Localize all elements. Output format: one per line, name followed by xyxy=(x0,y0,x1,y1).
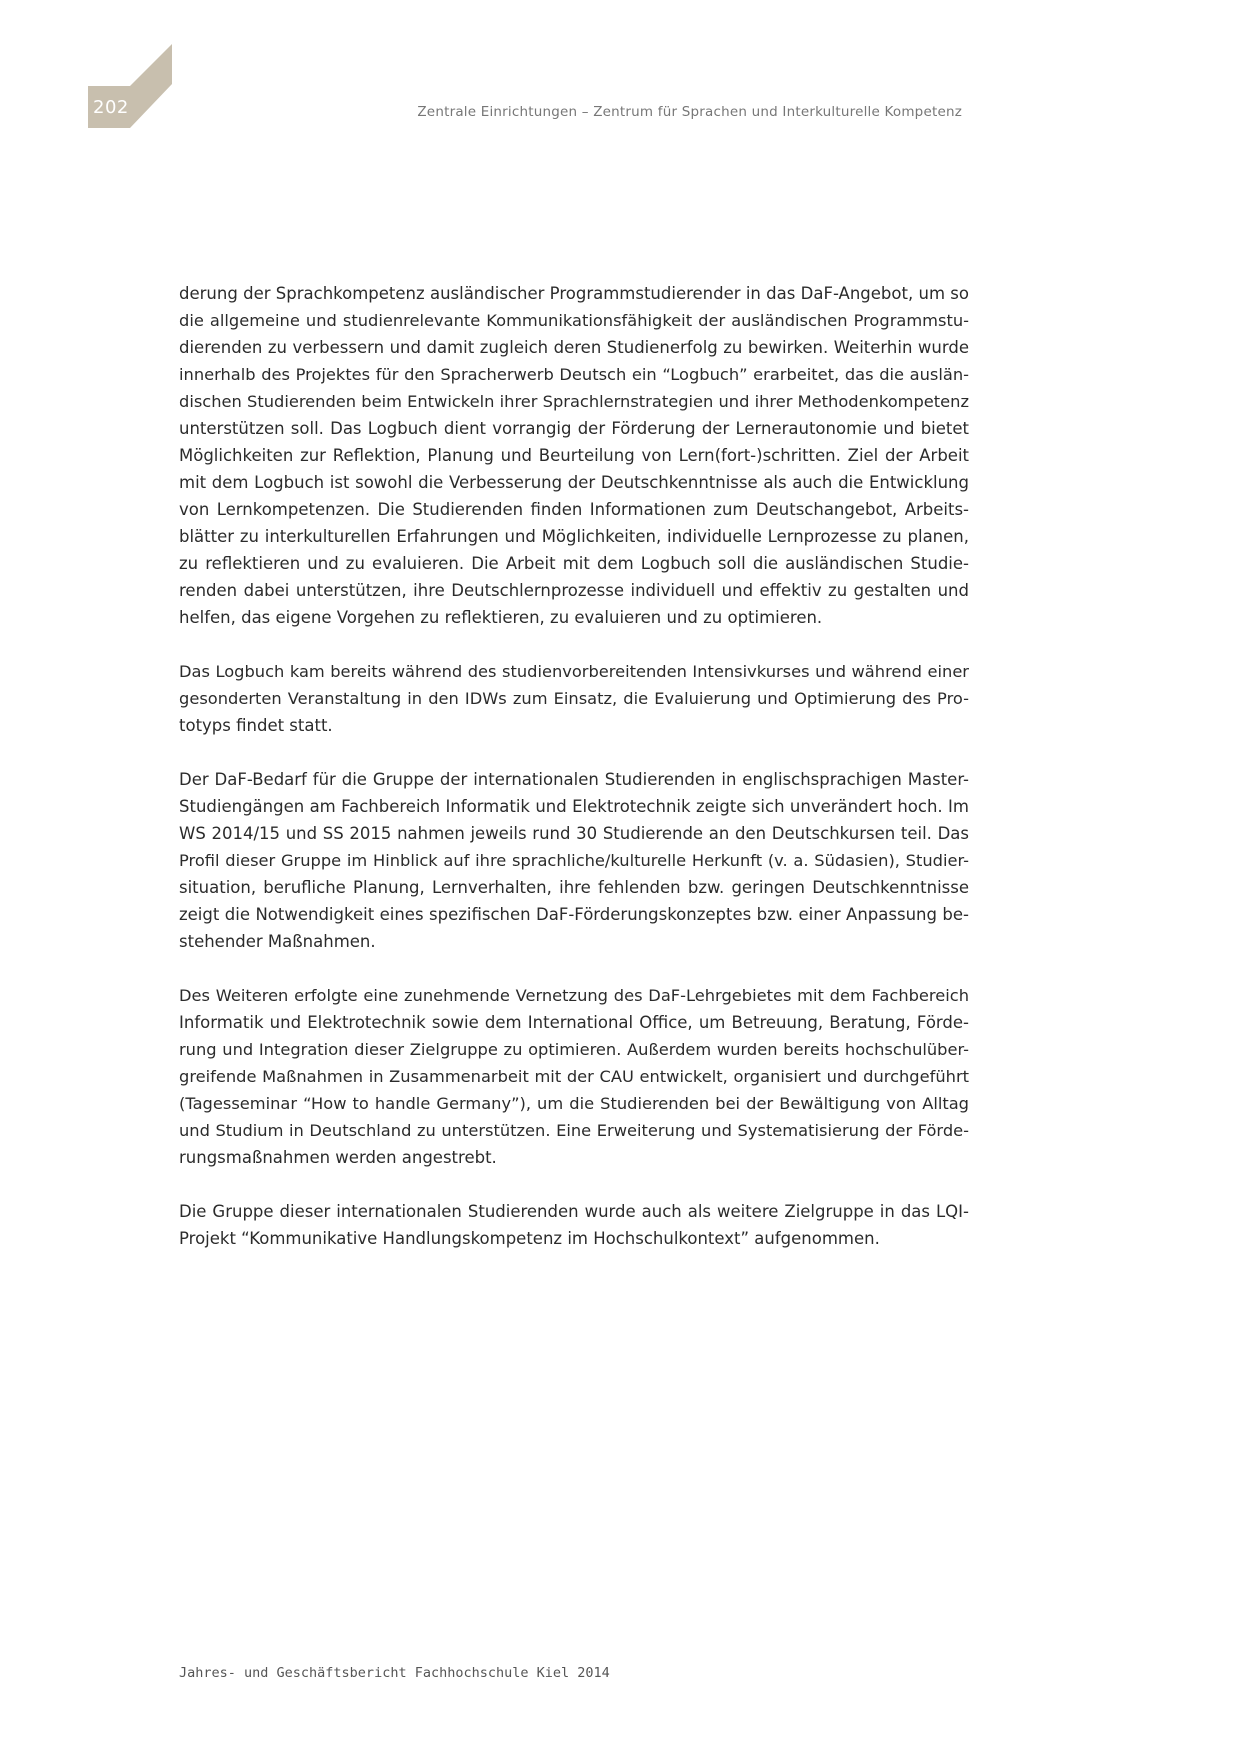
text-line: situation, berufliche Planung, Lernverhalten, ihre fehlenden bzw. geringen Deutschkenntnisse xyxy=(179,878,969,897)
text-line: die allgemeine und studienrelevante Kommunikationsfähigkeit der ausländischen Programmstu- xyxy=(179,311,969,330)
text-line: dischen Studierenden beim Entwickeln ihrer Sprachlernstrategien und ihrer Methodenkompetenz xyxy=(179,392,969,411)
text-line: WS 2014/15 und SS 2015 nahmen jeweils rund 30 Studierende an den Deutschkursen teil. Das xyxy=(179,824,969,843)
text-line: (Tagesseminar “How to handle Germany”), um die Studierenden bei der Bewältigung von Alltag xyxy=(179,1094,969,1113)
running-header-title: Zentrale Einrichtungen – Zentrum für Sprachen und Interkulturelle Kompetenz xyxy=(417,104,962,120)
text-line: rungsmaßnahmen werden angestrebt. xyxy=(179,1148,497,1167)
text-line: Des Weiteren erfolgte eine zunehmende Vernetzung des DaF-Lehrgebietes mit dem Fachbereich xyxy=(179,986,969,1005)
text-line: innerhalb des Projektes für den Spracherwerb Deutsch ein “Logbuch” erarbeitet, das die auslän- xyxy=(179,365,969,384)
page-number: 202 xyxy=(93,97,129,118)
footer-publication-title: Jahres- und Geschäftsbericht Fachhochschule Kiel 2014 xyxy=(179,1665,610,1681)
text-line: helfen, das eigene Vorgehen zu reflektieren, zu evaluieren und zu optimieren. xyxy=(179,608,823,627)
text-line: Die Gruppe dieser internationalen Studierenden wurde auch als weitere Zielgruppe in das LQI- xyxy=(179,1202,969,1221)
text-line: stehender Maßnahmen. xyxy=(179,932,376,951)
text-line: zu reflektieren und zu evaluieren. Die Arbeit mit dem Logbuch soll die ausländischen Studie- xyxy=(179,554,969,573)
paragraph-5 xyxy=(179,1198,969,1252)
paragraph-4 xyxy=(179,982,969,1171)
text-line: totyps findet statt. xyxy=(179,716,333,735)
text-line: dierenden zu verbessern und damit zugleich deren Studienerfolg zu bewirken. Weiterhin wurde xyxy=(179,338,969,357)
text-line: unterstützen soll. Das Logbuch dient vorrangig der Förderung der Lernerautonomie und bietet xyxy=(179,419,969,438)
text-line: Profil dieser Gruppe im Hinblick auf ihre sprachliche/kulturelle Herkunft (v. a. Südasien), Studier- xyxy=(179,851,969,870)
text-line: Der DaF-Bedarf für die Gruppe der internationalen Studierenden in englischsprachigen Master- xyxy=(179,770,969,789)
text-line: von Lernkompetenzen. Die Studierenden finden Informationen zum Deutschangebot, Arbeits- xyxy=(179,500,969,519)
text-line: Möglichkeiten zur Reflektion, Planung und Beurteilung von Lern(fort-)schritten. Ziel der Arbeit xyxy=(179,446,969,465)
text-line: gesonderten Veranstaltung in den IDWs zum Einsatz, die Evaluierung und Optimierung des Pro- xyxy=(179,689,969,708)
text-line: rung und Integration dieser Zielgruppe zu optimieren. Außerdem wurden bereits hochschulüber- xyxy=(179,1040,969,1059)
text-line: zeigt die Notwendigkeit eines spezifischen DaF-Förderungskonzeptes bzw. einer Anpassung be- xyxy=(179,905,969,924)
paragraph-3 xyxy=(179,766,969,955)
text-line: und Studium in Deutschland zu unterstützen. Eine Erweiterung und Systematisierung der Förde- xyxy=(179,1121,969,1140)
text-line: Das Logbuch kam bereits während des studienvorbereitenden Intensivkurses und während einer xyxy=(179,662,969,681)
text-line: greifende Maßnahmen in Zusammenarbeit mit der CAU entwickelt, organisiert und durchgeführt xyxy=(179,1067,969,1086)
text-line: blätter zu interkulturellen Erfahrungen und Möglichkeiten, individuelle Lernprozesse zu planen, xyxy=(179,527,969,546)
text-line: Projekt “Kommunikative Handlungskompetenz im Hochschulkontext” aufgenommen. xyxy=(179,1229,880,1248)
text-line: derung der Sprachkompetenz ausländischer Programmstudierender in das DaF-Angebot, um so xyxy=(179,284,969,303)
text-line: Studiengängen am Fachbereich Informatik und Elektrotechnik zeigte sich unverändert hoch. Im xyxy=(179,797,969,816)
body-text xyxy=(179,280,969,1279)
paragraph-2 xyxy=(179,658,969,739)
text-line: Informatik und Elektrotechnik sowie dem International Office, um Betreuung, Beratung, Förde- xyxy=(179,1013,969,1032)
paragraph-1 xyxy=(179,280,969,631)
text-line: renden dabei unterstützen, ihre Deutschlernprozesse individuell und effektiv zu gestalten und xyxy=(179,581,969,600)
text-line: mit dem Logbuch ist sowohl die Verbesserung der Deutschkenntnisse als auch die Entwicklung xyxy=(179,473,969,492)
